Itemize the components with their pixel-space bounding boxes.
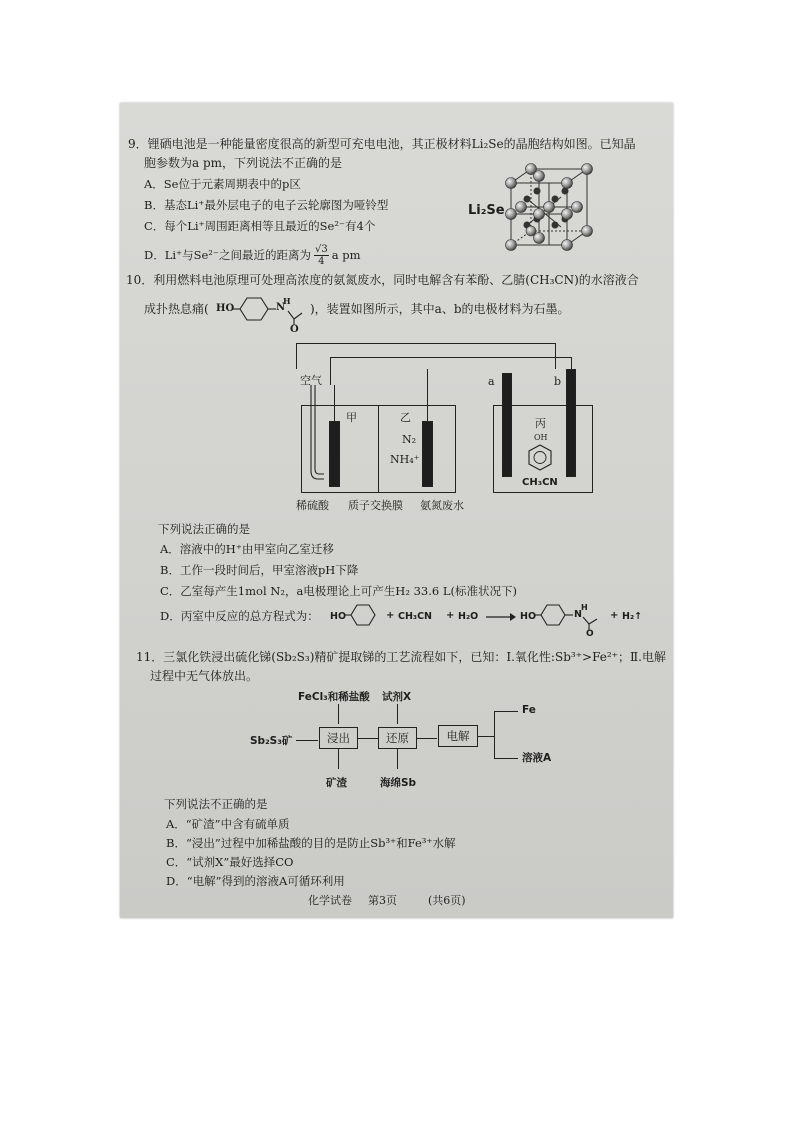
q9-stem-line2: 胞参数为a pm，下列说法不正确的是 xyxy=(144,156,343,170)
q10-stem-line1: 10．利用燃料电池原理可处理高浓度的氨氮废水，同时电解含有苯酚、乙腈(CH₃CN)的水溶液合 xyxy=(126,273,639,287)
q10-option-b: B．工作一段时间后，甲室溶液pH下降 xyxy=(160,563,359,577)
exam-page xyxy=(120,103,673,918)
q10-intro: 下列说法正确的是 xyxy=(158,522,250,536)
eq-product-ho: HO xyxy=(520,611,537,622)
mol-h-label: H xyxy=(283,296,291,306)
phenol-oh-label: OH xyxy=(534,433,548,442)
flow-out-solution-a: 溶液A xyxy=(522,752,552,764)
q9-option-b: B．基态Li⁺最外层电子的电子云轮廓图为哑铃型 xyxy=(144,198,389,212)
flow-step-electrolysis: 电解 xyxy=(438,725,478,747)
flow-sponge-sb: 海绵Sb xyxy=(380,777,417,789)
q11-option-a: A．“矿渣”中含有硫单质 xyxy=(166,817,290,831)
mol-o-label: O xyxy=(290,324,299,335)
footer-subject: 化学试卷 xyxy=(308,894,352,907)
chamber-jia-label: 甲 xyxy=(346,411,357,424)
flow-step-leaching: 浸出 xyxy=(319,727,358,749)
q9-option-d xyxy=(144,244,360,267)
electrode-a xyxy=(502,373,512,477)
mol-ho-label: HO xyxy=(216,303,235,314)
q9-stem-line1: 9．锂硒电池是一种能量密度很高的新型可充电电池，其正极材料Li₂Se的晶胞结构如图。已知晶 xyxy=(128,137,636,151)
q11-stem-line2: 过程中无气体放出。 xyxy=(150,669,259,683)
air-label: 空气 xyxy=(300,374,322,387)
flow-ore: Sb₂S₃矿 xyxy=(250,735,293,747)
flow-arrow-fe xyxy=(494,711,518,712)
electrode-jia xyxy=(329,421,340,487)
external-circuit-wire-inner xyxy=(330,357,572,385)
footer-page: 第3页 xyxy=(368,894,397,907)
proton-exchange-membrane xyxy=(378,405,379,493)
flow-arrow-x-down xyxy=(397,704,398,724)
flow-reagent-fecl3: FeCl₃和稀盐酸 xyxy=(298,691,370,703)
q9-option-a: A．Se位于元素周期表中的p区 xyxy=(144,177,301,191)
q11-option-d: D．“电解”得到的溶液A可循环利用 xyxy=(166,874,345,888)
q10-option-a: A．溶液中的H⁺由甲室向乙室迁移 xyxy=(160,542,334,556)
n2-label: N₂ xyxy=(402,433,417,446)
q11-intro: 下列说法不正确的是 xyxy=(164,797,268,811)
eq-h2o: H₂O xyxy=(458,611,479,622)
electrode-b xyxy=(566,369,576,477)
electrode-b-label: b xyxy=(554,375,562,388)
caption-ammonia-wastewater: 氨氮废水 xyxy=(420,499,464,512)
crystal-label: Li₂Se xyxy=(468,203,505,218)
q10-stem-line2-prefix: 成扑热息痛( xyxy=(144,302,209,316)
q9-option-d-prefix: D．Li⁺与Se²⁻之间最近的距离为 xyxy=(144,248,311,262)
q11-option-c: C．“试剂X”最好选择CO xyxy=(166,855,294,869)
q11-stem-line1: 11．三氯化铁浸出硫化锑(Sb₂S₃)精矿提取锑的工艺流程如下，已知：Ⅰ.氧化性:Sb³⁺>Fe²⁺；Ⅱ.电解 xyxy=(136,650,666,664)
flow-out-fe: Fe xyxy=(522,704,536,716)
paracetamol-structure xyxy=(216,291,312,335)
mol-n-label: N xyxy=(276,302,286,313)
q10-option-d-prefix: D．丙室中反应的总方程式为： xyxy=(160,609,319,623)
flow-arrow-sb-down xyxy=(397,749,398,769)
air-inlet-tube xyxy=(306,385,328,485)
eq-ho-label: HO xyxy=(330,611,347,622)
q10-option-c: C．乙室每产生1mol N₂，a电极理论上可产生H₂ 33.6 L(标准状况下) xyxy=(160,584,517,598)
eq-plus-3: + xyxy=(610,610,619,621)
flow-reagent-x: 试剂X xyxy=(382,691,412,703)
flow-step-reduction: 还原 xyxy=(378,727,417,749)
q9-fraction-denominator: 4 xyxy=(318,256,325,267)
q9-fraction xyxy=(314,244,329,267)
ch3cn-label: CH₃CN xyxy=(522,477,558,488)
eq-arrow-icon xyxy=(486,612,516,622)
q9-option-c: C．每个Li⁺周围距离相等且最近的Se²⁻有4个 xyxy=(144,219,376,233)
flow-arrow-waste-down xyxy=(338,749,339,769)
flow-arrow-electrolysis-out xyxy=(478,736,494,737)
eq-product-h: H xyxy=(581,603,588,612)
eq-h2-gas: H₂↑ xyxy=(622,611,643,622)
electrode-a-label: a xyxy=(488,375,495,388)
reaction-equation xyxy=(330,599,670,639)
q9-fraction-numerator: √3 xyxy=(314,244,328,255)
q9-option-d-suffix: a pm xyxy=(331,248,361,262)
flow-arrow-leach-reduce xyxy=(358,738,378,739)
eq-plus-2: + xyxy=(446,610,455,621)
flow-arrow-solution xyxy=(494,758,518,759)
flow-arrow-fecl3-down xyxy=(338,704,339,724)
flow-waste-slag: 矿渣 xyxy=(326,777,347,789)
caption-dilute-sulfuric: 稀硫酸 xyxy=(296,499,329,512)
eq-ch3cn: CH₃CN xyxy=(398,611,433,622)
eq-product-n: N xyxy=(574,609,582,620)
flow-branch xyxy=(494,711,495,759)
crystal-structure-figure xyxy=(503,161,603,259)
eq-plus-1: + xyxy=(386,610,395,621)
chamber-bing-label: 丙 xyxy=(535,417,546,430)
wire-jia xyxy=(334,385,335,421)
eq-product-o: O xyxy=(586,629,594,639)
nh4-label: NH₄⁺ xyxy=(390,453,420,466)
phenol-ring-icon xyxy=(526,443,554,473)
flow-arrow-reduce-electrolysis xyxy=(417,738,437,739)
chamber-yi-label: 乙 xyxy=(400,411,411,424)
q10-stem-line2-suffix: )，装置如图所示，其中a、b的电极材料为石墨。 xyxy=(310,302,570,316)
footer-total-pages: (共6页) xyxy=(428,894,466,907)
electrode-yi xyxy=(422,421,433,487)
flow-arrow-ore xyxy=(296,740,318,741)
q11-option-b: B．“浸出”过程中加稀盐酸的目的是防止Sb³⁺和Fe³⁺水解 xyxy=(166,836,456,850)
eq-benzene-ring-icon xyxy=(345,602,383,630)
caption-proton-membrane: 质子交换膜 xyxy=(348,499,403,512)
wire-yi xyxy=(427,369,428,421)
